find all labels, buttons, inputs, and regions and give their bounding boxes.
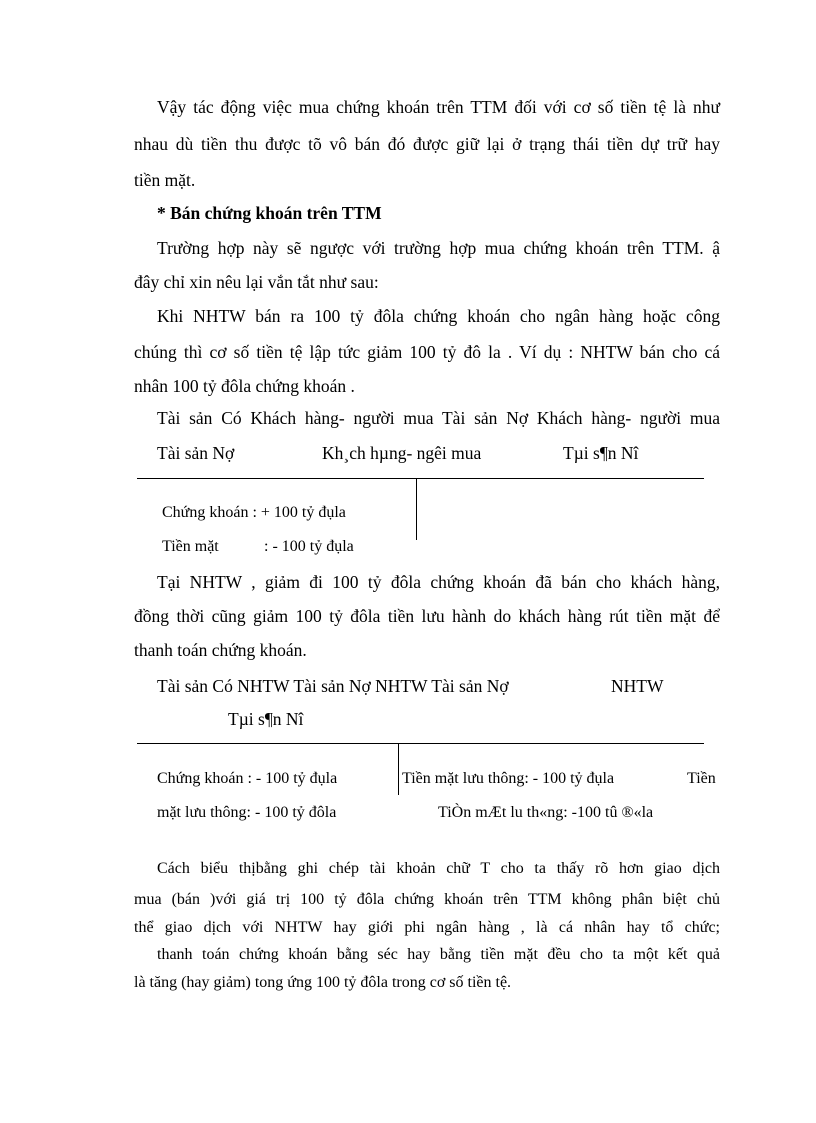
section-heading: * Bán chứng khoán trên TTM [157,203,382,223]
t-account-header: NHTW [611,676,664,696]
paragraph-line: Tại NHTW , giảm đi 100 tỷ đôla chứng khoán đã bán cho khách hàng, [157,572,720,592]
paragraph-line: Khi NHTW bán ra 100 tỷ đôla chứng khoán cho ngân hàng hoặc công [157,306,720,326]
t-account-header: Tµi s¶n Nî [563,443,639,463]
paragraph-line: Cách biểu thịbằng ghi chép tài khoản chữ T cho ta thấy rõ hơn giao dịch [157,860,720,877]
paragraph-line: thể giao dịch với NHTW hay giới phi ngân hàng , là cá nhân hay tổ chức; [134,919,720,936]
paragraph-line: Trường hợp này sẽ ngược với trường hợp mua chứng khoán trên TTM. ậ [157,238,720,258]
t-account-vertical-rule [398,743,399,795]
t-account-entry: Chứng khoán : + 100 tỷ đụla [162,504,346,521]
paragraph-line: nhau dù tiền thu được tõ vô bán đó được giữ lại ở trạng thái tiền dự trữ hay [134,134,720,154]
t-account-entry: : - 100 tỷ đụla [264,538,354,555]
paragraph-line: đây chỉ xin nêu lại vắn tắt như sau: [134,272,379,292]
t-account-horizontal-rule [137,743,704,744]
paragraph-line: thanh toán chứng khoán. [134,640,307,660]
t-account-vertical-rule [416,478,417,540]
t-account-entry: TiÒn mÆt lu th«ng: -100 tû ®«la [438,804,654,821]
paragraph-line: Vậy tác động việc mua chứng khoán trên TTM đối với cơ số tiền tệ là như [157,97,720,117]
t-account-header: Kh¸ch hµng- ngêi mua [322,443,482,463]
paragraph-line: đồng thời cũng giảm 100 tỷ đôla tiền lưu hành do khách hàng rút tiền mặt để [134,606,720,626]
t-account-entry: Chứng khoán : - 100 tỷ đụla [157,770,338,787]
t-account-horizontal-rule [137,478,704,479]
t-account-header: Tài sản Có NHTW Tài sản Nợ NHTW Tài sản Nợ [157,676,509,696]
t-account-entry: Tiền [687,770,716,787]
paragraph-line: mua (bán )với giá trị 100 tỷ đôla chứng khoán trên TTM không phân biệt chủ [134,891,720,908]
t-account-entry: Tiền mặt lưu thông: - 100 tỷ đụla [402,770,615,787]
t-account-entry: Tiền mặt [162,538,219,555]
paragraph-line: nhân 100 tỷ đôla chứng khoán . [134,376,355,396]
paragraph-line: chúng thì cơ số tiền tệ lập tức giảm 100 tỷ đô la . Ví dụ : NHTW bán cho cá [134,342,720,362]
paragraph-line: là tăng (hay giảm) tong ứng 100 tỷ đôla trong cơ số tiền tệ. [134,974,512,991]
t-account-entry: mặt lưu thông: - 100 tỷ đôla [157,804,337,821]
paragraph-line: thanh toán chứng khoán bằng séc hay bằng tiền mặt đều cho ta một kết quả [157,946,720,963]
t-account-header: Tài sản Có Khách hàng- người mua Tài sản Nợ Khách hàng- người mua [157,408,720,428]
t-account-header: Tµi s¶n Nî [228,709,304,729]
t-account-header: Tài sản Nợ [157,443,235,463]
paragraph-line: tiền mặt. [134,170,196,190]
